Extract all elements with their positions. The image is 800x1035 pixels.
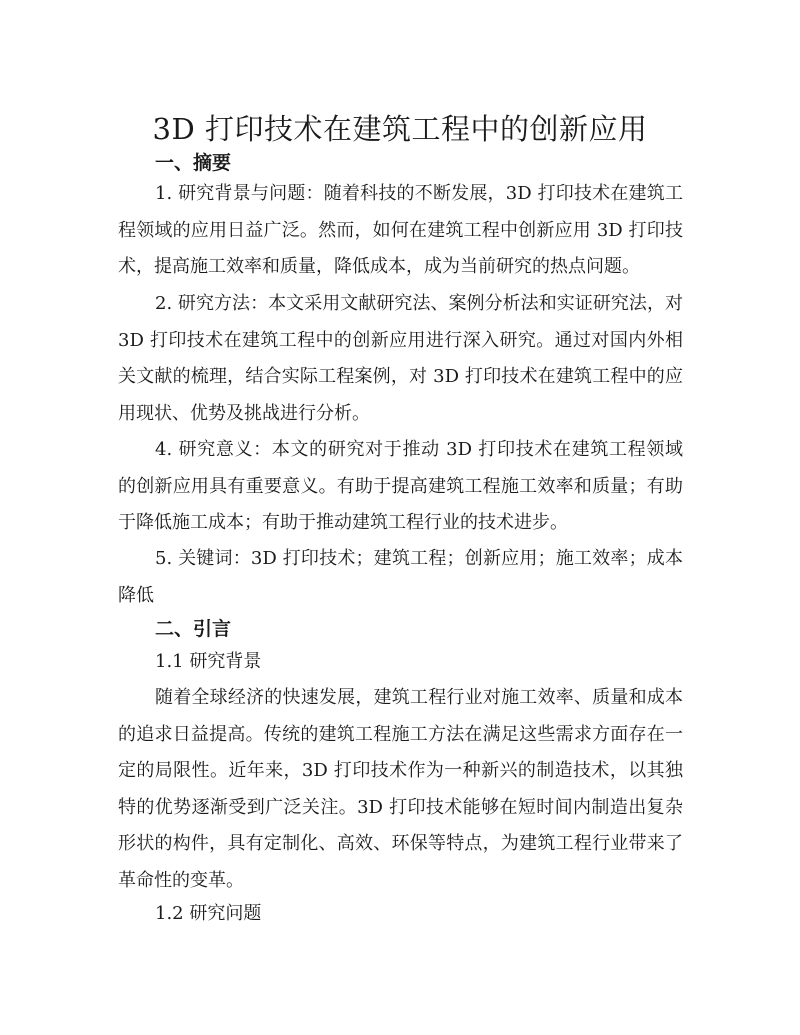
- introduction-paragraph-background: 随着全球经济的快速发展，建筑工程行业对施工效率、质量和成本的追求日益提高。传统的建筑工程施工方法在满足这些需求方面存在一定的局限性。近年来，3D 打印技术作为一种新兴的制造技术，以其独特的优势逐渐受到广泛关注。3D 打印技术能够在短时间内制造出复杂形状的构件，具有定制化、高效、环保等特点，为建筑工程行业带来了革命性的变革。: [118, 687, 683, 891]
- abstract-paragraph-keywords: 5. 关键词：3D 打印技术；建筑工程；创新应用；施工效率；成本降低: [118, 548, 683, 606]
- section-heading-abstract: 一、摘要: [155, 152, 232, 174]
- abstract-paragraph-background: 1. 研究背景与问题：随着科技的不断发展，3D 打印技术在建筑工程领域的应用日益广泛。然而，如何在建筑工程中创新应用 3D 打印技术，提高施工效率和质量，降低成本，成为当前研究的热点问题。: [118, 183, 683, 277]
- section-heading-introduction: 二、引言: [155, 618, 232, 640]
- abstract-paragraph-methods: 2. 研究方法：本文采用文献研究法、案例分析法和实证研究法，对 3D 打印技术在建筑工程中的创新应用进行深入研究。通过对国内外相关文献的梳理，结合实际工程案例，对 3D 打印技术在建筑工程中的应用现状、优势及挑战进行分析。: [118, 293, 683, 424]
- subsection-heading-research-question: 1.2 研究问题: [155, 903, 262, 924]
- subsection-heading-background: 1.1 研究背景: [155, 651, 262, 672]
- document-title: 3D 打印技术在建筑工程中的创新应用: [152, 112, 648, 147]
- abstract-paragraph-significance: 4. 研究意义：本文的研究对于推动 3D 打印技术在建筑工程领域的创新应用具有重要意义。有助于提高建筑工程施工效率和质量；有助于降低施工成本；有助于推动建筑工程行业的技术进步。: [118, 439, 683, 533]
